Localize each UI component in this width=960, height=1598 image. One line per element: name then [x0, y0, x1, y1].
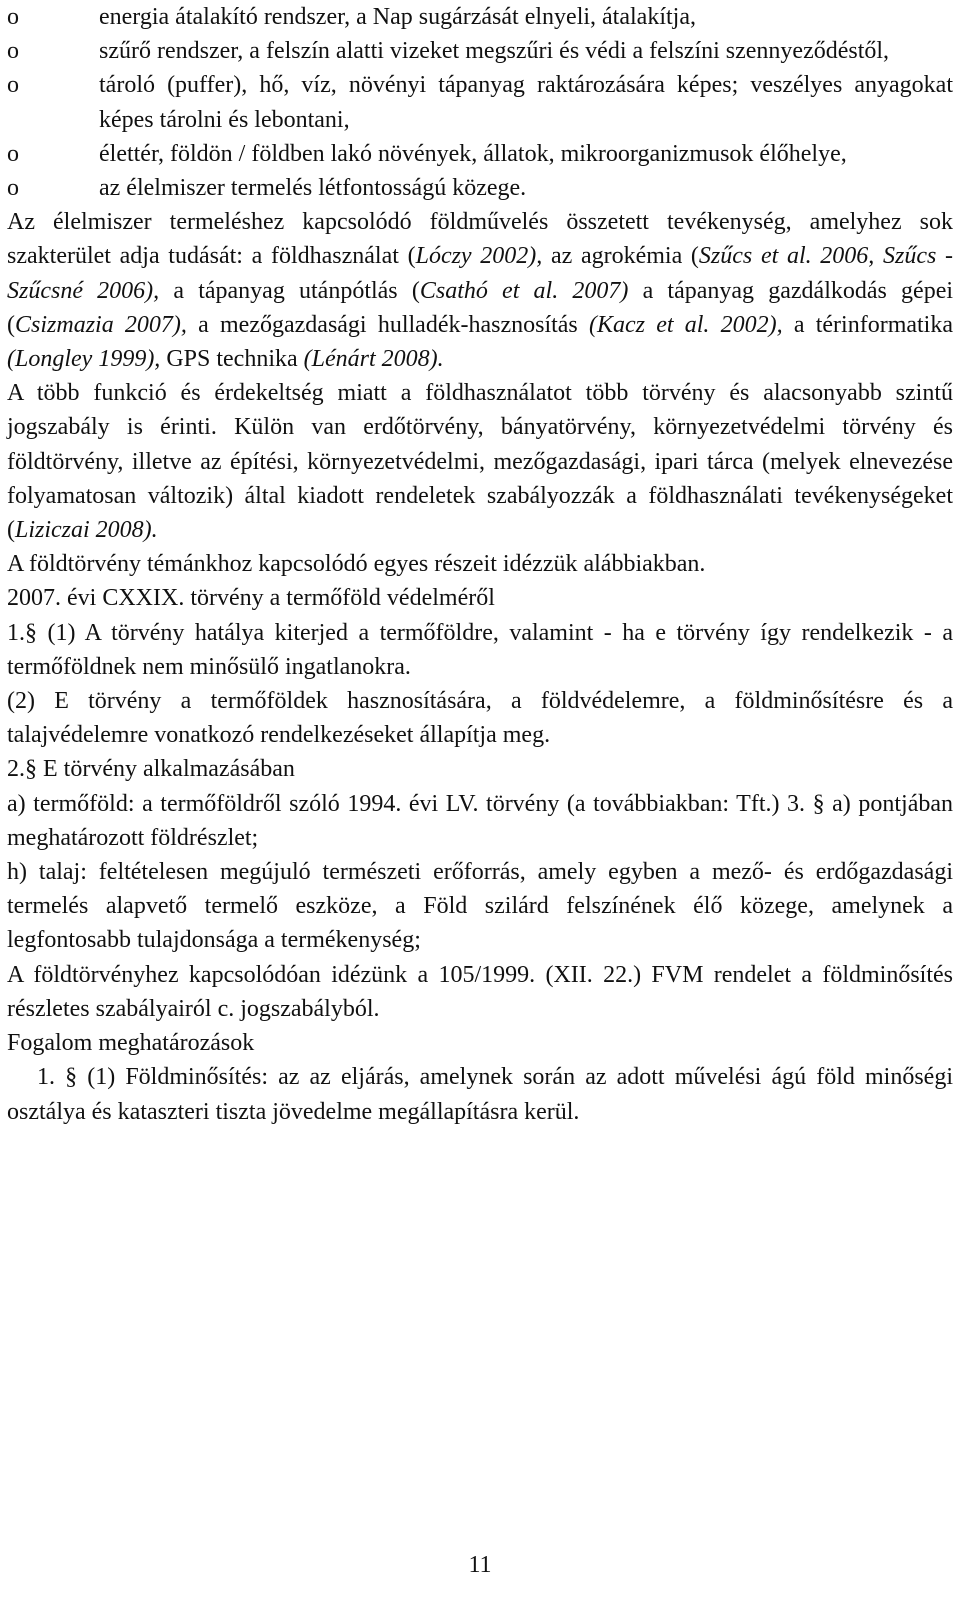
page-number: 11 [468, 1552, 492, 1578]
list-item-text: élettér, földön / földben lakó növények, állatok, mikroorganizmusok élőhelye, [99, 140, 847, 167]
paragraph-text: az agrokémia ( [542, 243, 699, 270]
bullet-marker: o [7, 175, 19, 202]
list-item [7, 0, 953, 34]
bullet-marker: o [7, 4, 19, 30]
paragraph-section-1-1: 1.§ (1) A törvény hatálya kiterjed a termőföldre, valamint - ha e törvény így rendelkezik - a termőföldnek nem minősülő ingatlanokra. [7, 619, 953, 680]
paragraph-text: a tápanyag utánpótlás ( [159, 277, 420, 304]
paragraph-text: a térinformatika [782, 311, 954, 338]
paragraph-text: a mezőgazdasági hulladék-hasznosítás [186, 311, 589, 338]
citation: Liziczai 2008). [15, 517, 158, 544]
page-content [7, 0, 953, 1129]
list-item [7, 34, 953, 68]
citation: Lóczy 2002), [415, 243, 543, 270]
citation: (Kacz et al. 2002), [589, 311, 783, 338]
soil-functions-list [7, 0, 953, 205]
paragraph-definition-a: a) termőföld: a termőföldről szóló 1994. évi LV. törvény (a továbbiakban: Tft.) 3. § a) pontjában meghatározott földrészlet; [7, 790, 953, 851]
paragraph-definition-h: h) talaj: feltételesen megújuló természeti erőforrás, amely egyben a mező- és erdőgazdasági termelés alapvető termelő eszköze, a Föld szilárd felszínének élő közege, amelynek a legfontosabb tulajdonsága a termékenység; [7, 859, 953, 954]
list-item-text: tároló (puffer), hő, víz, növényi tápanyag raktározására képes; veszélyes anyagokat képes tárolni és lebontani, [99, 72, 953, 133]
paragraph-text: GPS technika [160, 346, 304, 373]
list-item-text: az élelmiszer termelés létfontosságú közege. [99, 175, 527, 202]
citation: (Longley 1999), [7, 346, 161, 373]
citation: Csathó et al. 2007) [419, 277, 629, 304]
paragraph-section-2: 2.§ E törvény alkalmazásában [7, 756, 295, 783]
paragraph-food-production [7, 205, 953, 376]
law-title: 2007. évi CXXIX. törvény a termőföld védelméről [7, 585, 495, 612]
paragraph-fvm-decree: A földtörvényhez kapcsolódóan idézünk a 105/1999. (XII. 22.) FVM rendelet a földminősítés részletes szabályairól c. jogszabályból. [7, 961, 953, 1022]
paragraph-land-law-intro: A földtörvény témánkhoz kapcsolódó egyes részeit idézzük alábbiakban. [7, 551, 706, 578]
paragraph-land-classification: 1. § (1) Földminősítés: az az eljárás, amelynek során az adott művelési ágú föld minőségi osztálya és kataszteri tiszta jövedelme megállapításra kerül. [7, 1064, 953, 1125]
list-item-text: szűrő rendszer, a felszín alatti vizeket megszűri és védi a felszíni szennyeződéstől, [99, 38, 890, 65]
list-item [7, 171, 953, 205]
bullet-marker: o [7, 140, 19, 167]
citation: (Lénárt 2008). [303, 346, 444, 373]
bullet-marker: o [7, 72, 19, 99]
citation: Szűcs et al. 2006, Szűcs - Szűcsné 2006), [7, 243, 953, 304]
list-item [7, 137, 953, 171]
list-item-text: energia átalakító rendszer, a Nap sugárzását elnyeli, átalakítja, [99, 4, 696, 30]
paragraph-section-1-2: (2) E törvény a termőföldek hasznosítására, a földvédelemre, a földminősítésre és a talajvédelemre vonatkozó rendelkezéseket állapítja meg. [7, 688, 953, 749]
heading-definitions: Fogalom meghatározások [7, 1030, 255, 1057]
paragraph-legislation [7, 376, 953, 547]
paragraph-text: A több funkció és érdekeltség miatt a földhasználatot több törvény és alacsonyabb szintű jogszabály is érinti. Külön van erdőtörvény, bányatörvény, környezetvédelmi törvény és földtörvény, illetve az építési, környezetvédelmi, mezőgazdasági, ipari tárca (melyek elnevezése folyamatosan változik) által kiadott rendeletek szabályozzák a földhasználati tevékenységeket ( [7, 380, 953, 544]
bullet-marker: o [7, 38, 19, 65]
paragraph-text: a tápanyag gazdálkodás gépei ( [7, 277, 954, 338]
list-item [7, 68, 953, 136]
paragraph-text: Az élelmiszer termeléshez kapcsolódó földművelés összetett tevékenység, amelyhez sok szakterület adja tudását: a földhasználat ( [7, 209, 953, 270]
citation: Csizmazia 2007), [15, 311, 187, 338]
